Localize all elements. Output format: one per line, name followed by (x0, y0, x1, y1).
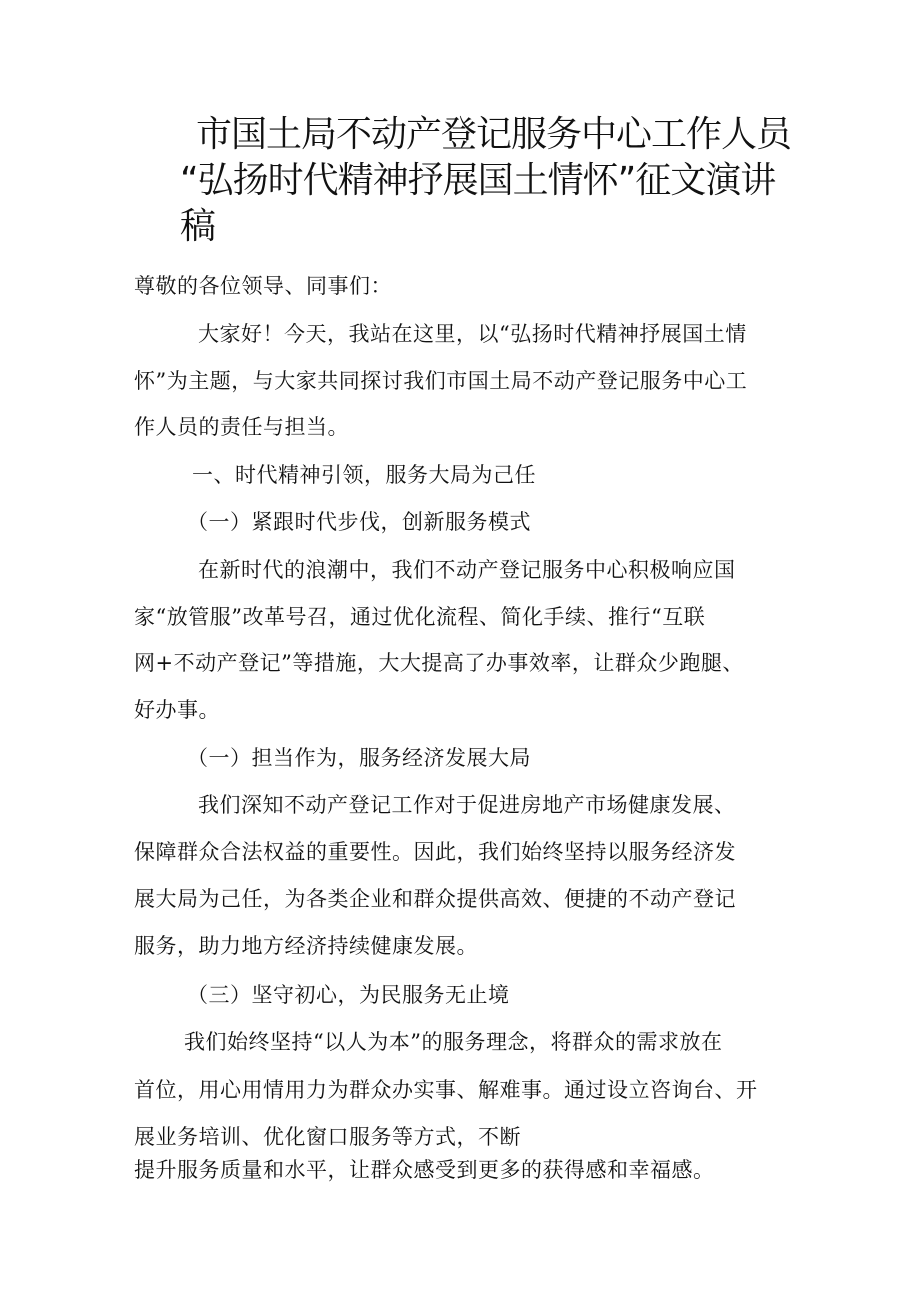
text-line: 在新时代的浪潮中，我们不动产登记服务中心积极响应国 (198, 558, 736, 582)
subsection-heading: （三）坚守初心，为民服务无止境 (187, 983, 510, 1007)
text-line: 网+不动产登记”等措施，大大提高了办事效率，让群众少跑腿、 (134, 651, 744, 675)
text-line: 展大局为己任，为各类企业和群众提供高效、便捷的不动产登记 (134, 887, 736, 911)
text-line: 家“放管服”改革号召，通过优化流程、简化手续、推行“互联 (134, 605, 706, 629)
title-line: 稿 (180, 206, 216, 247)
text-line: 怀”为主题，与大家共同探讨我们市国土局不动产登记服务中心工 (134, 369, 748, 393)
title-line: 市国土局不动产登记服务中心工作人员 (196, 114, 792, 155)
text-line: 提升服务质量和水平，让群众感受到更多的获得感和幸福感。 (134, 1158, 715, 1182)
title-line: “弘扬时代精神抒展国土情怀”征文演讲 (180, 160, 776, 201)
text-line: 我们始终坚持“以人为本”的服务理念，将群众的需求放在 (184, 1030, 723, 1054)
document-title (180, 112, 796, 250)
text-line: 我们深知不动产登记工作对于促进房地产市场健康发展、 (198, 793, 736, 817)
text-line: 展业务培训、优化窗口服务等方式，不断 (134, 1125, 521, 1149)
text-line: 大家好！今天，我站在这里，以“弘扬时代精神抒展国土情 (198, 322, 747, 346)
text-line: 保障群众合法权益的重要性。因此，我们始终坚持以服务经济发 (134, 840, 736, 864)
text-line: 好办事。 (134, 698, 220, 722)
salutation: 尊敬的各位领导、同事们： (134, 274, 392, 298)
section-heading: 一、时代精神引领，服务大局为己任 (192, 463, 536, 487)
subsection-heading: （一）担当作为，服务经济发展大局 (187, 746, 531, 770)
subsection-heading: （一）紧跟时代步伐，创新服务模式 (187, 510, 531, 534)
text-line: 服务，助力地方经济持续健康发展。 (134, 934, 478, 958)
text-line: 作人员的责任与担当。 (134, 415, 349, 439)
text-line: 首位，用心用情用力为群众办实事、解难事。通过设立咨询台、开 (134, 1078, 758, 1102)
